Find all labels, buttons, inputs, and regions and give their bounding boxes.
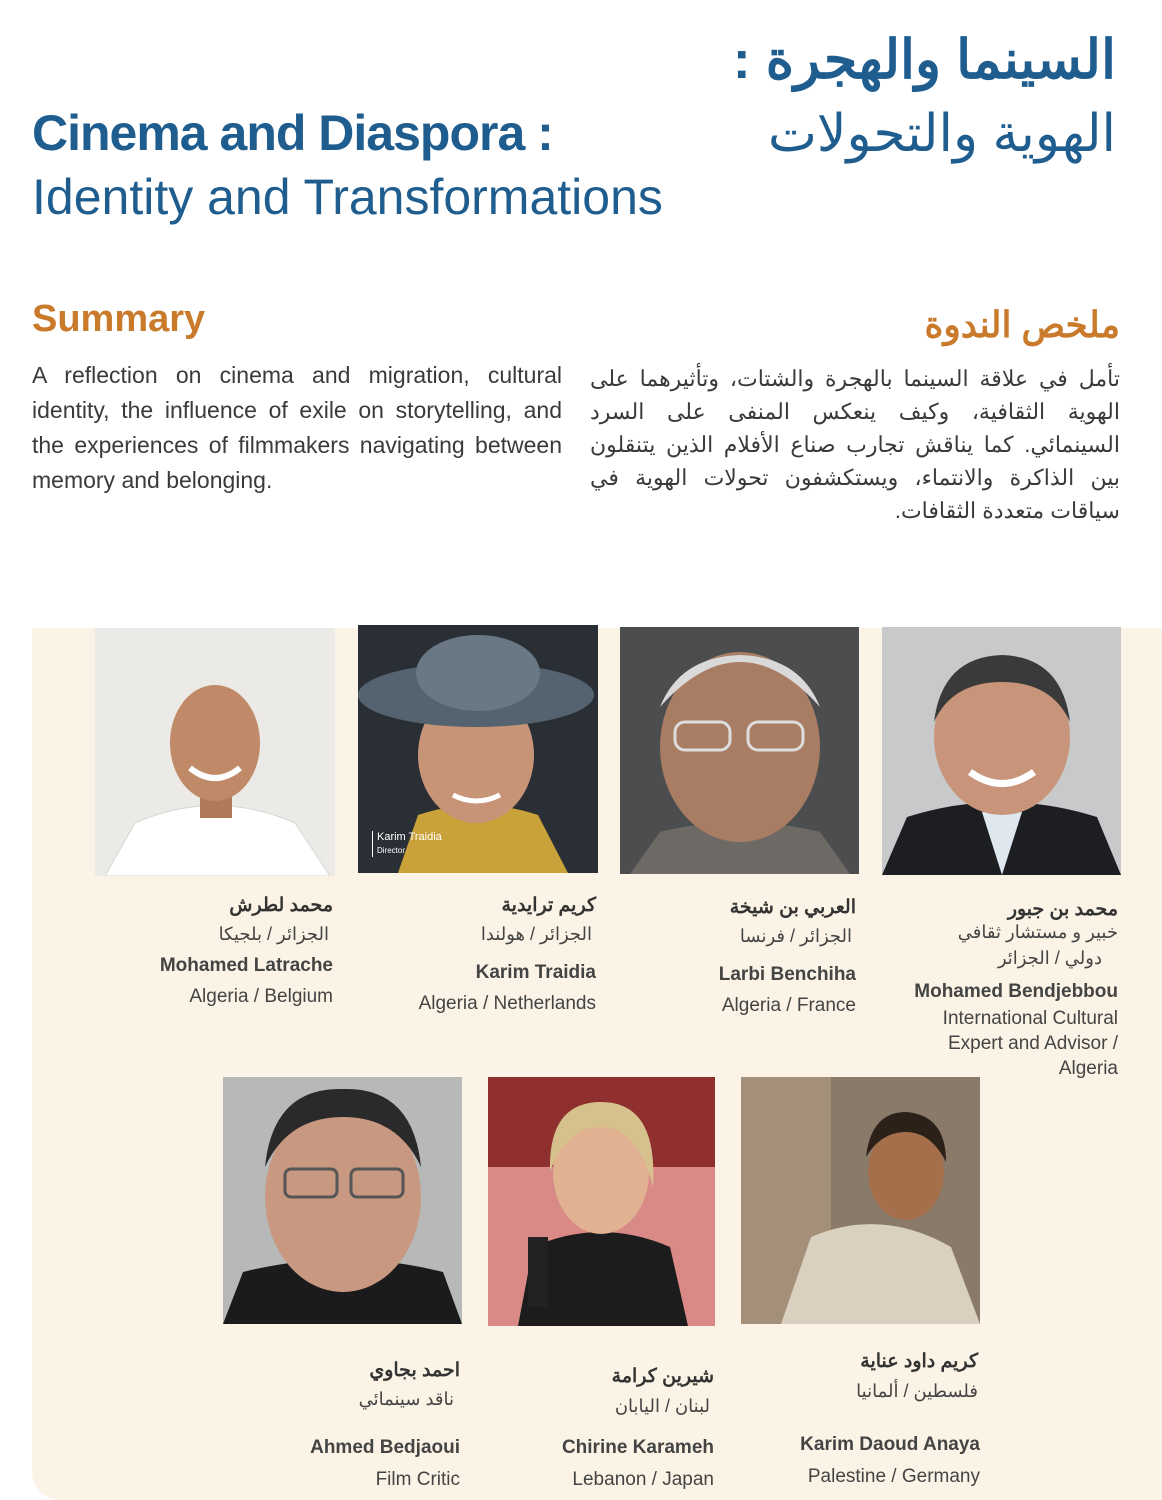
speaker-country: Palestine / Germany: [807, 1466, 980, 1487]
english-title-main: Cinema and Diaspora :: [32, 105, 553, 161]
speaker-name: Karim Daoud Anaya: [800, 1434, 980, 1455]
english-title-sub: Identity and Transformations: [32, 169, 663, 225]
photo-karim-traidia: [358, 625, 598, 873]
summary-heading: Summary: [32, 298, 206, 340]
speaker-country: Algeria / France: [721, 995, 856, 1016]
speaker-name: Ahmed Bedjaoui: [310, 1437, 460, 1458]
speaker-role: Film Critic: [375, 1469, 460, 1490]
speaker-name-arabic: محمد بن جبور: [1007, 899, 1118, 920]
photo-larbi-benchiha: [620, 627, 859, 874]
speaker-name: Mohamed Latrache: [159, 955, 333, 976]
speaker-name: Mohamed Bendjebbou: [914, 981, 1118, 1002]
speaker-country-arabic: الجزائر / فرنسا: [739, 926, 852, 946]
speaker-name-arabic: محمد لطرش: [229, 895, 333, 916]
speaker-role: Algeria: [1058, 1058, 1118, 1079]
speaker-country: Algeria / Netherlands: [418, 993, 596, 1014]
speaker-country-arabic: لبنان / اليابان: [614, 1396, 710, 1416]
summary-text: A reflection on cinema and migration, cultural identity, the influence of exile on storytelling, and the experiences of filmmakers navigating between memory and belonging.: [32, 362, 562, 493]
speaker-country: Algeria / Belgium: [189, 986, 333, 1007]
speaker-country-arabic: فلسطين / ألمانيا: [856, 1381, 978, 1401]
speaker-name-arabic: احمد بجاوي: [369, 1360, 460, 1381]
speaker-role: Expert and Advisor /: [947, 1033, 1118, 1054]
photo-mohamed-bendjebbou: [882, 627, 1121, 875]
photo-chirine-karameh: [488, 1077, 715, 1326]
speaker-role: International Cultural: [942, 1008, 1118, 1029]
photo-caption: Karim Traidia Director: [372, 831, 442, 857]
speaker-role-arabic: خبير و مستشار ثقافي: [957, 922, 1118, 942]
speaker-name-arabic: شيرين كرامة: [611, 1366, 714, 1387]
speaker-role-arabic: دولي / الجزائر: [997, 948, 1102, 968]
speaker-name: Chirine Karameh: [561, 1437, 714, 1458]
speaker-country-arabic: الجزائر / بلجيكا: [218, 924, 329, 944]
photo-mohamed-latrache: [95, 628, 335, 876]
summary-heading-arabic: ملخص الندوة: [924, 304, 1120, 345]
speaker-name-arabic: كريم داود عناية: [860, 1351, 978, 1372]
arabic-title-sub: الهوية والتحولات: [767, 105, 1116, 163]
speaker-country-arabic: الجزائر / هولندا: [480, 924, 592, 944]
speaker-role-arabic: ناقد سينمائي: [358, 1389, 454, 1409]
photo-karim-daoud-anaya: [741, 1077, 980, 1324]
speaker-name-arabic: كريم ترايدية: [501, 895, 596, 916]
speaker-name-arabic: العربي بن شيخة: [729, 897, 856, 918]
speaker-name: Larbi Benchiha: [718, 964, 856, 985]
arabic-title-main: السينما والهجرة :: [732, 30, 1116, 90]
speaker-name: Karim Traidia: [475, 962, 596, 983]
summary-text-arabic: تأمل في علاقة السينما بالهجرة والشتات، وتأثيرهما على الهوية الثقافية، وكيف ينعكس المنفى على السرد السينمائي. كما يناقش تجارب صناع الأفلام الذين يتنقلون بين الذاكرة والانتماء، ويستكشفون تحولات الهوية في سياقات متعددة الثقافات.: [590, 366, 1120, 523]
speaker-country: Lebanon / Japan: [572, 1469, 714, 1490]
photo-ahmed-bedjaoui: [223, 1077, 462, 1324]
